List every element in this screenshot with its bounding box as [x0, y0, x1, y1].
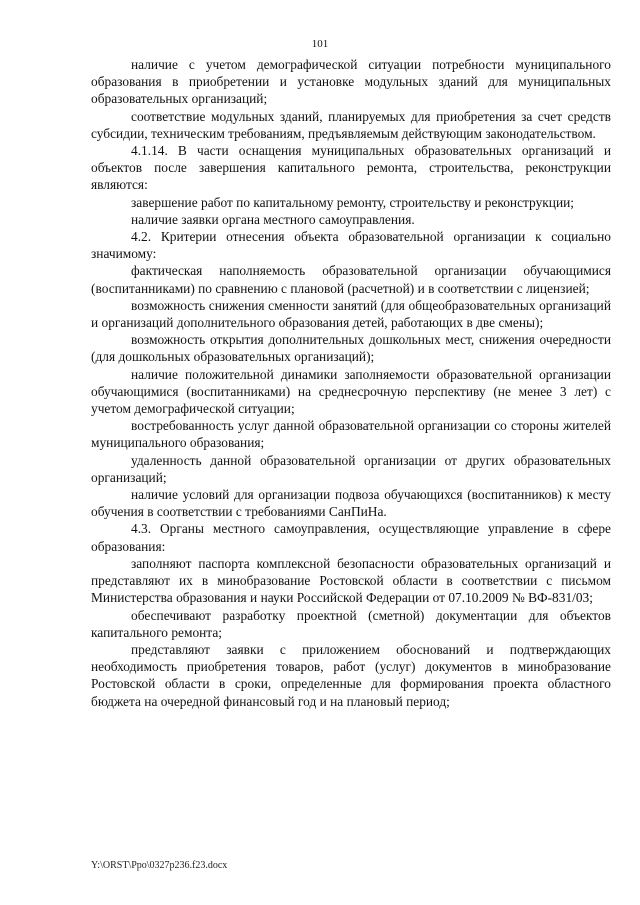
paragraph: завершение работ по капитальному ремонту, строительству и реконструкции; [131, 194, 575, 210]
paragraph: наличие с учетом демографической ситуации потребности муниципального образования в приобретении и установке модульных зданий для муниципальных образовательных организаций; [91, 57, 611, 107]
paragraph: наличие заявки органа местного самоуправления. [131, 211, 415, 227]
paragraph: заполняют паспорта комплексной безопасности образовательных организаций и представляют их в минобразование Ростовской области в соответствии с письмом Министерства образования и науки Российской Федерации от 07.10.2009 № ВФ-831/03; [91, 555, 611, 606]
paragraph: удаленность данной образовательной организации от других образовательных организаций; [91, 452, 611, 485]
page-number: 101 [311, 38, 329, 50]
paragraph: 4.3. Органы местного самоуправления, осуществляющие управление в сфере образования: [91, 521, 611, 554]
paragraph: возможность открытия дополнительных дошкольных мест, снижения очередности (для дошкольных образовательных организаций); [91, 332, 611, 365]
footer-file-path: Y:\ORST\Ppo\0327p236.f23.docx [91, 860, 228, 871]
paragraph: наличие положительной динамики заполняемости образовательной организации обучающимися (воспитанниками) на среднесрочную перспективу (не менее 3 лет) с учетом демографической ситуации; [91, 366, 611, 417]
paragraph: возможность снижения сменности занятий (для общеобразовательных организаций и организаций дополнительного образования детей, работающих в две смены); [91, 297, 611, 331]
paragraph: востребованность услуг данной образовательной организации со стороны жителей муниципального образования; [91, 418, 611, 451]
paragraph: фактическая наполняемость образовательной организации обучающимися (воспитанниками) по сравнению с плановой (расчетной) и в соответствии с лицензией; [91, 263, 611, 296]
paragraph: соответствие модульных зданий, планируемых для приобретения за счет средств субсидии, техническим требованиям, предъявляемым действующим законодательством. [91, 108, 611, 141]
document-body [91, 56, 611, 710]
paragraph: 4.2. Критерии отнесения объекта образовательной организации к социально значимому: [91, 229, 611, 262]
paragraph: 4.1.14. В части оснащения муниципальных образовательных организаций и объектов после завершения капитального ремонта, строительства, реконструкции являются: [91, 143, 611, 193]
paragraph: представляют заявки с приложением обоснований и подтверждающих необходимость приобретения товаров, работ (услуг) документов в минобразование Ростовской области в сроки, определенные для формирования проекта областного бюджета на очередной финансовый год и на плановый период; [91, 641, 611, 709]
paragraph: обеспечивают разработку проектной (сметной) документации для объектов капитального ремонта; [91, 607, 611, 640]
paragraph: наличие условий для организации подвоза обучающихся (воспитанников) к месту обучения в соответствии с требованиями СанПиНа. [91, 487, 611, 520]
